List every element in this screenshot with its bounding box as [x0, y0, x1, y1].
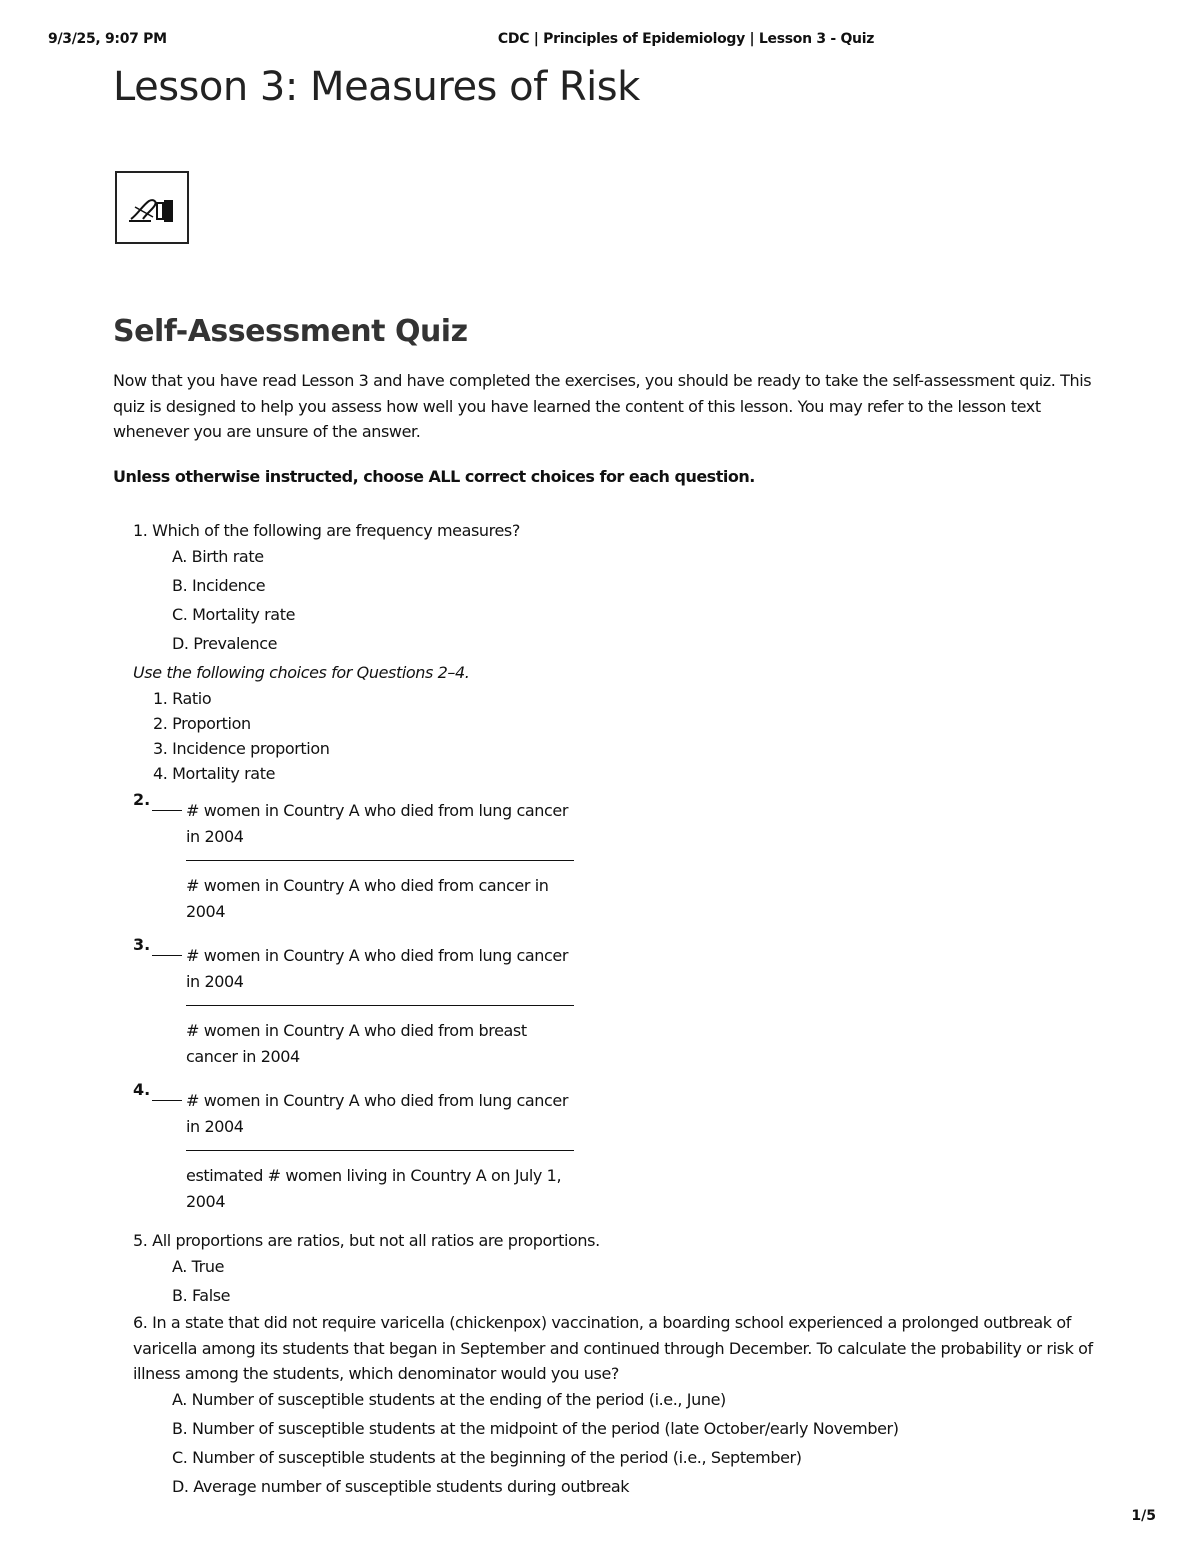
page-title: Lesson 3: Measures of Risk	[113, 64, 640, 110]
print-doc-title: CDC | Principles of Epidemiology | Lesson 3 - Quiz	[497, 31, 875, 47]
quiz-icon-box	[115, 171, 189, 244]
q1-option-a: A. Birth rate	[172, 547, 264, 566]
choice-3: 3. Incidence proportion	[153, 739, 330, 758]
quiz-instruction: Unless otherwise instructed, choose ALL correct choices for each question.	[113, 467, 755, 486]
q6-option-a: A. Number of susceptible students at the ending of the period (i.e., June)	[172, 1390, 726, 1409]
q5-option-a: A. True	[172, 1257, 225, 1276]
q5-option-b: B. False	[172, 1286, 231, 1305]
question-6: 6. In a state that did not require varicella (chickenpox) vaccination, a boarding school experienced a prolonged outbreak of varicella among its students that began in September and continued through December. To calculate the probability or risk of illness among the students, which denominator would you use?	[133, 1313, 1093, 1383]
section-title: Self-Assessment Quiz	[113, 314, 468, 349]
print-timestamp: 9/3/25, 9:07 PM	[48, 31, 167, 47]
q2-numerator: # women in Country A who died from lung cancer in 2004	[186, 801, 569, 846]
question-2-label: 2.	[133, 790, 151, 809]
q4-fraction-bar	[186, 1150, 574, 1151]
q6-option-c: C. Number of susceptible students at the beginning of the period (i.e., September)	[172, 1448, 802, 1467]
question-4-label: 4.	[133, 1080, 151, 1099]
question-1: 1. Which of the following are frequency measures?	[133, 521, 520, 540]
q3-fraction-bar	[186, 1005, 574, 1006]
question-2-answer-blank	[152, 810, 182, 811]
q3-numerator: # women in Country A who died from lung cancer in 2004	[186, 946, 569, 991]
question-3-answer-blank	[152, 955, 182, 956]
intro-paragraph: Now that you have read Lesson 3 and have completed the exercises, you should be ready to take the self-assessment quiz. This quiz is designed to help you assess how well you have learned the content of this lesson. You may refer to the lesson text whenever you are unsure of the answer.	[113, 371, 1092, 441]
q1-option-d: D. Prevalence	[172, 634, 278, 653]
question-3-label: 3.	[133, 935, 151, 954]
choice-2: 2. Proportion	[153, 714, 251, 733]
q2-denominator: # women in Country A who died from cancer in 2004	[186, 876, 549, 921]
q4-denominator: estimated # women living in Country A on July 1, 2004	[186, 1166, 562, 1211]
question-5: 5. All proportions are ratios, but not all ratios are proportions.	[133, 1231, 600, 1250]
q1-option-b: B. Incidence	[172, 576, 266, 595]
q2-fraction-bar	[186, 860, 574, 861]
q6-option-d: D. Average number of susceptible students during outbreak	[172, 1477, 630, 1496]
q6-option-b: B. Number of susceptible students at the midpoint of the period (late October/early November)	[172, 1419, 899, 1438]
q1-option-c: C. Mortality rate	[172, 605, 296, 624]
choices-note: Use the following choices for Questions 2–4.	[133, 663, 470, 682]
page-number: 1/5	[1131, 1508, 1156, 1524]
hand-writing-icon	[127, 195, 179, 225]
q3-denominator: # women in Country A who died from breast cancer in 2004	[186, 1021, 527, 1066]
q4-numerator: # women in Country A who died from lung cancer in 2004	[186, 1091, 569, 1136]
question-4-answer-blank	[152, 1100, 182, 1101]
choice-1: 1. Ratio	[153, 689, 212, 708]
choice-4: 4. Mortality rate	[153, 764, 276, 783]
